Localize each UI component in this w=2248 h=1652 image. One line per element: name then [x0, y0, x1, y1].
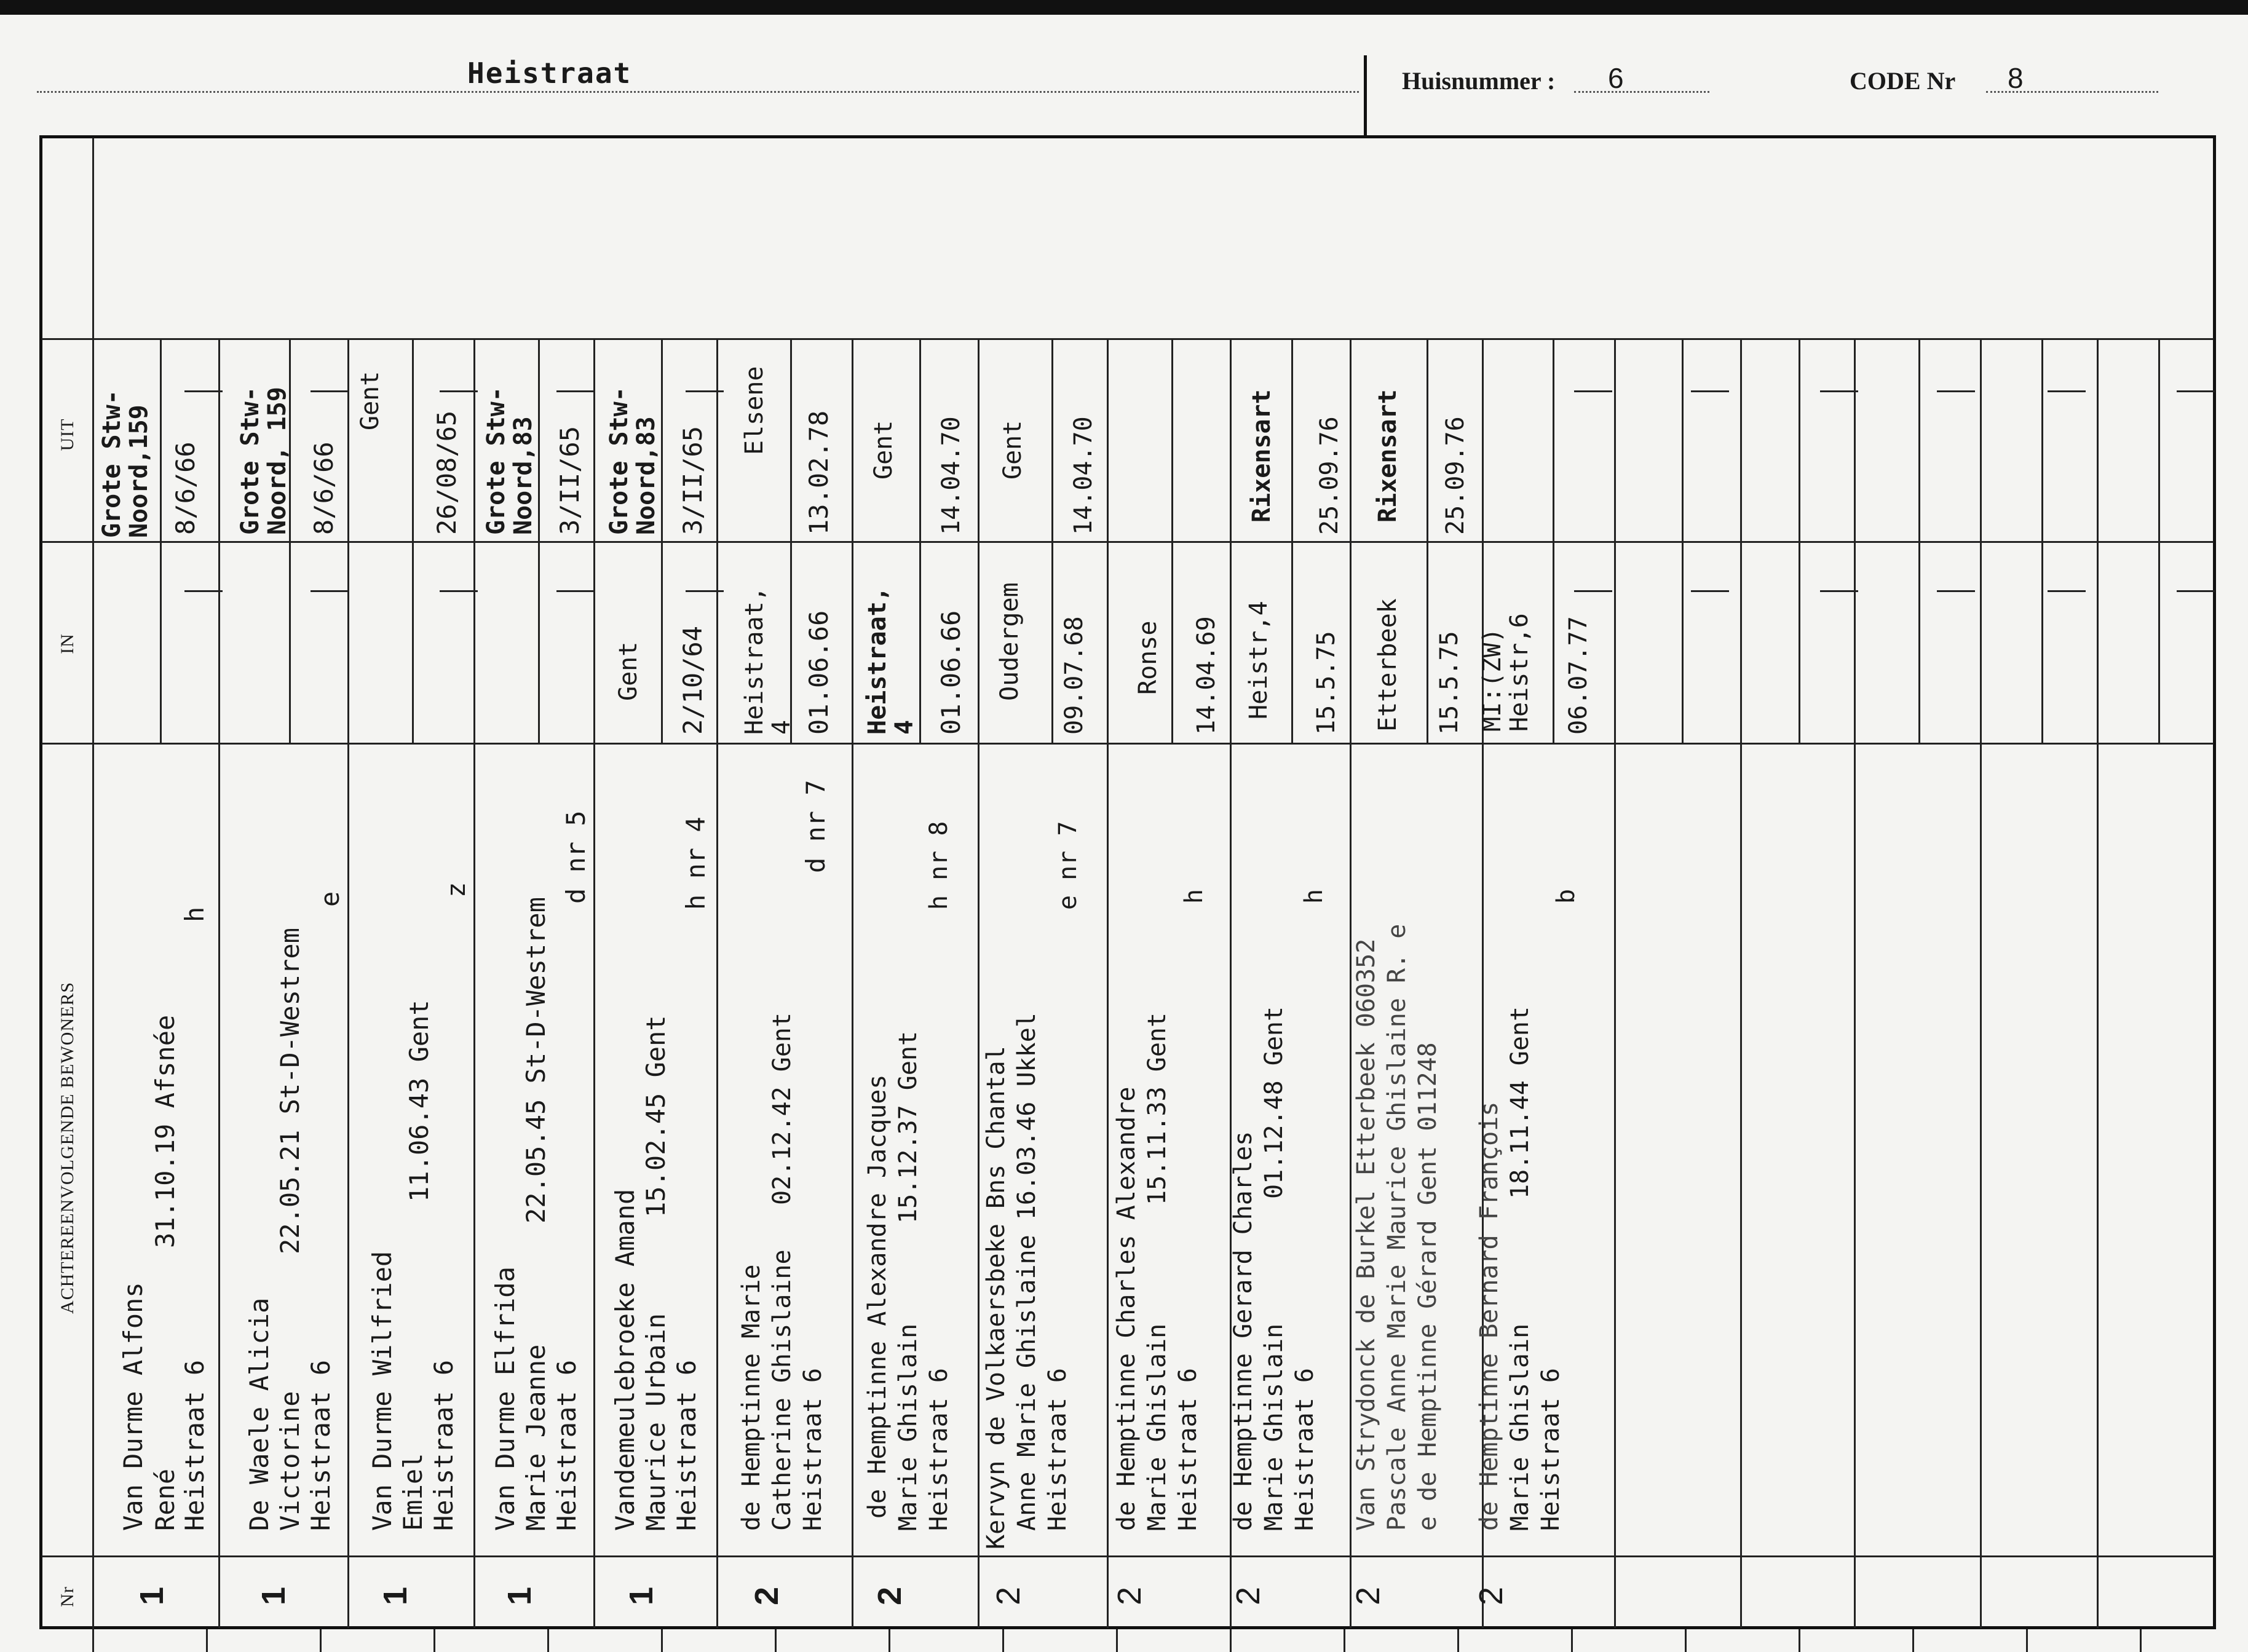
code-value: 8 — [2008, 62, 2024, 94]
empty-cell-dash — [1691, 590, 1729, 592]
uit-place: Gent — [356, 371, 384, 430]
bottom-tick — [661, 1629, 663, 1652]
resident-address: Heistraat 6 — [306, 1359, 336, 1531]
record-nr: 2 — [1111, 1586, 1149, 1606]
uit-place: Grote Stw- Noord,83 — [482, 387, 537, 535]
resident-extra: h nr 8 — [925, 821, 953, 910]
subcolumn-separator — [1291, 338, 1293, 743]
column-separator — [1350, 338, 1352, 744]
record-nr: 1 — [377, 1586, 414, 1606]
subcolumn-separator — [412, 338, 414, 743]
subcolumn-separator — [1918, 338, 1920, 743]
empty-cell-dash — [184, 590, 223, 592]
bottom-tick — [1912, 1629, 1914, 1652]
resident-extra: h — [1300, 888, 1328, 904]
column-separator — [978, 743, 980, 1628]
column-separator — [1614, 743, 1616, 1628]
subcolumn-separator — [1051, 338, 1053, 743]
subcolumn-separator — [919, 338, 921, 743]
resident-address: Heistraat 6 — [180, 1359, 210, 1531]
in-bewoners-divider — [42, 743, 2214, 745]
subcolumn-separator — [1553, 338, 1554, 743]
in-uit-divider — [42, 541, 2214, 543]
street-dotted-line — [37, 91, 1359, 93]
bottom-tick — [1344, 1629, 1345, 1652]
resident-address: Heistraat 6 — [799, 1368, 827, 1531]
resident-birth: 11.06.43 Gent — [404, 1000, 434, 1202]
uit-place: Gent — [999, 420, 1027, 480]
resident-firstname: Pascale Anne Marie Maurice Ghislaine R. e — [1383, 923, 1411, 1531]
in-place: MI:(ZW) Heistr,6 — [1478, 613, 1534, 732]
huisnummer-value: 6 — [1608, 62, 1624, 94]
empty-cell-dash — [1937, 590, 1975, 592]
in-place: Heistraat, 4 — [863, 587, 919, 735]
resident-name: de Hemptinne Alexandre Jacques — [863, 1074, 892, 1519]
street-name: Heistraat — [467, 57, 632, 90]
empty-cell-dash — [440, 390, 478, 392]
resident-extra: e nr 7 — [1054, 821, 1082, 910]
header-divider — [1364, 55, 1367, 135]
uit-date: 25.09.76 — [1441, 416, 1470, 535]
resident-birth: 15.02.45 Gent — [641, 1015, 671, 1217]
section-label-uit: UIT — [57, 418, 77, 451]
column-separator — [1854, 743, 1856, 1628]
resident-birth: 02.12.42 Gent — [768, 1012, 796, 1205]
bottom-tick — [889, 1629, 890, 1652]
bottom-tick — [320, 1629, 322, 1652]
bottom-tick — [1571, 1629, 1573, 1652]
uit-date: 8/6/66 — [309, 441, 339, 535]
resident-name: Van Durme Alfons — [118, 1282, 148, 1531]
column-separator — [1350, 743, 1352, 1628]
in-place: Heistraat, 4 — [740, 587, 796, 735]
resident-firstname: Marie Jeanne — [521, 1344, 551, 1531]
resident-birth: 01.12.48 Gent — [1260, 1006, 1288, 1199]
column-separator — [1740, 743, 1742, 1628]
resident-extra: d nr 5 — [561, 810, 591, 904]
uit-place: Grote Stw- Noord,83 — [605, 387, 660, 535]
bottom-tick — [775, 1629, 777, 1652]
top-edge-bar — [0, 0, 2248, 15]
column-separator — [218, 743, 220, 1628]
resident-name: Van Durme Wilfried — [367, 1251, 397, 1531]
bottom-tick — [1116, 1629, 1118, 1652]
empty-cell-dash — [556, 590, 595, 592]
uit-place: Elsene — [740, 366, 769, 455]
resident-birth: 22.05.21 St-D-Westrem — [275, 927, 305, 1254]
uit-date: 14.04.70 — [937, 416, 965, 535]
column-separator — [1230, 338, 1232, 744]
resident-address: Heistraat 6 — [925, 1368, 953, 1531]
empty-cell-dash — [1574, 390, 1612, 392]
record-nr: 2 — [1230, 1586, 1267, 1606]
bottom-tick — [1457, 1629, 1459, 1652]
resident-name: de Hemptinne Marie — [737, 1264, 766, 1531]
column-separator — [1107, 743, 1109, 1628]
resident-address: Heistraat 6 — [1537, 1368, 1565, 1531]
resident-extra: z — [441, 882, 471, 898]
resident-name: Vandemeulebroeke Amand — [610, 1188, 640, 1531]
column-separator — [978, 338, 980, 744]
column-separator — [716, 338, 718, 744]
resident-name: Van Durme Elfrida — [490, 1267, 520, 1531]
resident-address: Heistraat 6 — [552, 1359, 582, 1531]
section-label-bewoners: ACHTEREENVOLGENDE BEWONERS — [57, 981, 77, 1314]
resident-birth: 15.12.37 Gent — [894, 1030, 922, 1223]
empty-cell-dash — [2048, 390, 2086, 392]
column-separator — [852, 338, 853, 744]
column-separator — [2097, 338, 2099, 744]
in-place: Oudergem — [995, 582, 1024, 701]
empty-cell-dash — [556, 390, 595, 392]
empty-cell-dash — [311, 390, 349, 392]
uit-place: Grote Stw- Noord,159 — [98, 390, 153, 538]
empty-cell-dash — [686, 390, 724, 392]
resident-birth: 15.11.33 Gent — [1143, 1012, 1171, 1205]
uit-date: 3/II/65 — [678, 425, 708, 535]
uit-date: 25.09.76 — [1315, 416, 1344, 535]
column-separator — [1854, 338, 1856, 744]
record-nr: 1 — [623, 1586, 660, 1606]
in-place: Gent — [614, 641, 643, 701]
uit-date: 14.04.70 — [1069, 416, 1098, 535]
bottom-tick — [547, 1629, 549, 1652]
empty-cell-dash — [1937, 390, 1975, 392]
resident-firstname: Maurice Urbain — [641, 1313, 671, 1531]
column-separator — [1614, 338, 1616, 744]
in-date: 14.04.69 — [1192, 616, 1221, 735]
record-nr: 1 — [501, 1586, 539, 1606]
resident-extra: e — [315, 891, 345, 907]
empty-cell-dash — [1574, 590, 1612, 592]
uit-place: Grote Stw- Noord, 159 — [236, 387, 291, 535]
resident-firstname: Catherine Ghislaine — [768, 1249, 796, 1531]
huisnummer-label: Huisnummer : — [1402, 67, 1556, 95]
record-nr: 2 — [990, 1586, 1027, 1606]
uit-place: Rixensart — [1374, 389, 1402, 523]
resident-address: Heistraat 6 — [1174, 1368, 1202, 1531]
bewoners-nr-divider — [42, 1555, 2214, 1557]
subcolumn-separator — [2158, 338, 2160, 743]
column-separator — [852, 743, 853, 1628]
record-nr: 2 — [748, 1586, 786, 1606]
resident-firstname: Victorine — [275, 1391, 305, 1531]
in-place: Heistr,4 — [1245, 601, 1273, 719]
column-separator — [347, 338, 349, 744]
uit-date: 26/08/65 — [432, 410, 462, 535]
resident-firstname: Marie Ghislain — [894, 1323, 922, 1531]
resident-firstname: René — [150, 1468, 180, 1531]
record-nr: 2 — [1350, 1586, 1387, 1606]
in-date: 09.07.68 — [1060, 616, 1088, 735]
section-label-nr: Nr — [57, 1586, 77, 1607]
empty-cell-dash — [686, 590, 724, 592]
top-section-line — [42, 338, 2214, 340]
resident-name: De Waele Alicia — [244, 1297, 274, 1531]
bottom-tick — [2026, 1629, 2028, 1652]
subcolumn-separator — [1427, 338, 1428, 743]
resident-extra: h — [1180, 888, 1208, 904]
column-separator — [1740, 338, 1742, 744]
resident-name: de Hemptinne Charles Alexandre — [1112, 1086, 1141, 1531]
in-date: 06.07.77 — [1564, 616, 1593, 735]
resident-birth: 31.10.19 Afsnée — [150, 1014, 180, 1248]
record-nr: 2 — [871, 1586, 909, 1606]
resident-extra: h — [180, 906, 210, 922]
resident-firstname: Emiel — [398, 1453, 428, 1531]
column-separator — [593, 743, 595, 1628]
resident-name: de Hemptinne Gerard Charles — [1229, 1131, 1257, 1531]
bottom-tick — [1799, 1629, 1800, 1652]
empty-cell-dash — [440, 590, 478, 592]
empty-cell-dash — [2048, 590, 2086, 592]
resident-name: Kervyn de Volkaersbeke Bns Chantal — [982, 1046, 1010, 1549]
column-separator — [716, 743, 718, 1628]
resident-birth: 18.11.44 Gent — [1506, 1006, 1534, 1199]
resident-address: Heistraat 6 — [1043, 1368, 1072, 1531]
resident-name: de Hemptinne Bernard François — [1475, 1101, 1503, 1531]
resident-firstname: Marie Ghislain — [1260, 1323, 1288, 1531]
column-separator — [473, 743, 475, 1628]
empty-cell-dash — [2177, 590, 2215, 592]
empty-cell-dash — [1691, 390, 1729, 392]
record-nr: 2 — [1473, 1586, 1510, 1606]
resident-name: Van Strydonck de Burkel Etterbeek 060352 — [1352, 938, 1380, 1531]
empty-cell-dash — [1820, 590, 1858, 592]
in-place: Etterbeek — [1374, 598, 1402, 732]
code-dotted-line — [1986, 91, 2158, 93]
resident-firstname: Marie Ghislain — [1143, 1323, 1171, 1531]
empty-cell-dash — [311, 590, 349, 592]
uit-date: 3/II/65 — [555, 425, 585, 535]
section-label-in: IN — [57, 633, 77, 654]
subcolumn-separator — [538, 338, 540, 743]
huisnummer-dotted-line — [1574, 91, 1709, 93]
in-date: 01.06.66 — [936, 610, 966, 735]
bottom-tick — [1685, 1629, 1687, 1652]
bottom-tick — [433, 1629, 435, 1652]
resident-address: Heistraat 6 — [1291, 1368, 1319, 1531]
bottom-tick — [92, 1629, 94, 1652]
resident-birth: 22.05.45 St-D-Westrem — [521, 896, 551, 1223]
empty-cell-dash — [1820, 390, 1858, 392]
resident-firstname: Anne Marie Ghislaine 16.03.46 Ukkel — [1013, 1013, 1041, 1531]
subcolumn-separator — [1171, 338, 1173, 743]
in-place: Ronse — [1134, 620, 1162, 695]
code-label: CODE Nr — [1850, 67, 1956, 95]
subcolumn-separator — [2041, 338, 2043, 743]
in-date: 01.06.66 — [804, 610, 834, 735]
resident-address: Heistraat 6 — [671, 1359, 702, 1531]
subcolumn-separator — [661, 338, 663, 743]
uit-place: Rixensart — [1248, 389, 1276, 523]
resident-extra: b — [1552, 888, 1580, 904]
resident-address: e de Hemptinne Gérard Gent 011248 — [1414, 1042, 1442, 1531]
column-separator — [593, 338, 595, 744]
empty-cell-dash — [184, 390, 223, 392]
resident-extra: d nr 7 — [801, 780, 831, 873]
uit-date: 8/6/66 — [170, 441, 200, 535]
record-nr: 1 — [255, 1586, 293, 1606]
label-column-line — [92, 138, 94, 1629]
empty-cell-dash — [2177, 390, 2215, 392]
column-separator — [1980, 338, 1982, 744]
column-separator — [1107, 338, 1109, 744]
in-date: 15.5.75 — [1312, 631, 1340, 735]
column-separator — [1980, 743, 1982, 1628]
column-separator — [473, 338, 475, 744]
bottom-tick — [2140, 1629, 2142, 1652]
subcolumn-separator — [1799, 338, 1800, 743]
column-separator — [218, 338, 220, 744]
subcolumn-separator — [1682, 338, 1684, 743]
resident-address: Heistraat 6 — [429, 1359, 459, 1531]
resident-extra: h nr 4 — [681, 816, 711, 910]
column-separator — [347, 743, 349, 1628]
subcolumn-separator — [160, 338, 162, 743]
uit-place: Gent — [869, 420, 898, 480]
column-separator — [2097, 743, 2099, 1628]
in-date: 2/10/64 — [678, 625, 708, 735]
uit-date: 13.02.78 — [804, 410, 834, 535]
in-date: 15.5.75 — [1435, 631, 1463, 735]
record-nr: 1 — [133, 1586, 171, 1606]
bottom-tick — [1002, 1629, 1004, 1652]
bottom-tick — [206, 1629, 208, 1652]
resident-firstname: Marie Ghislain — [1506, 1323, 1534, 1531]
bottom-tick — [1230, 1629, 1232, 1652]
